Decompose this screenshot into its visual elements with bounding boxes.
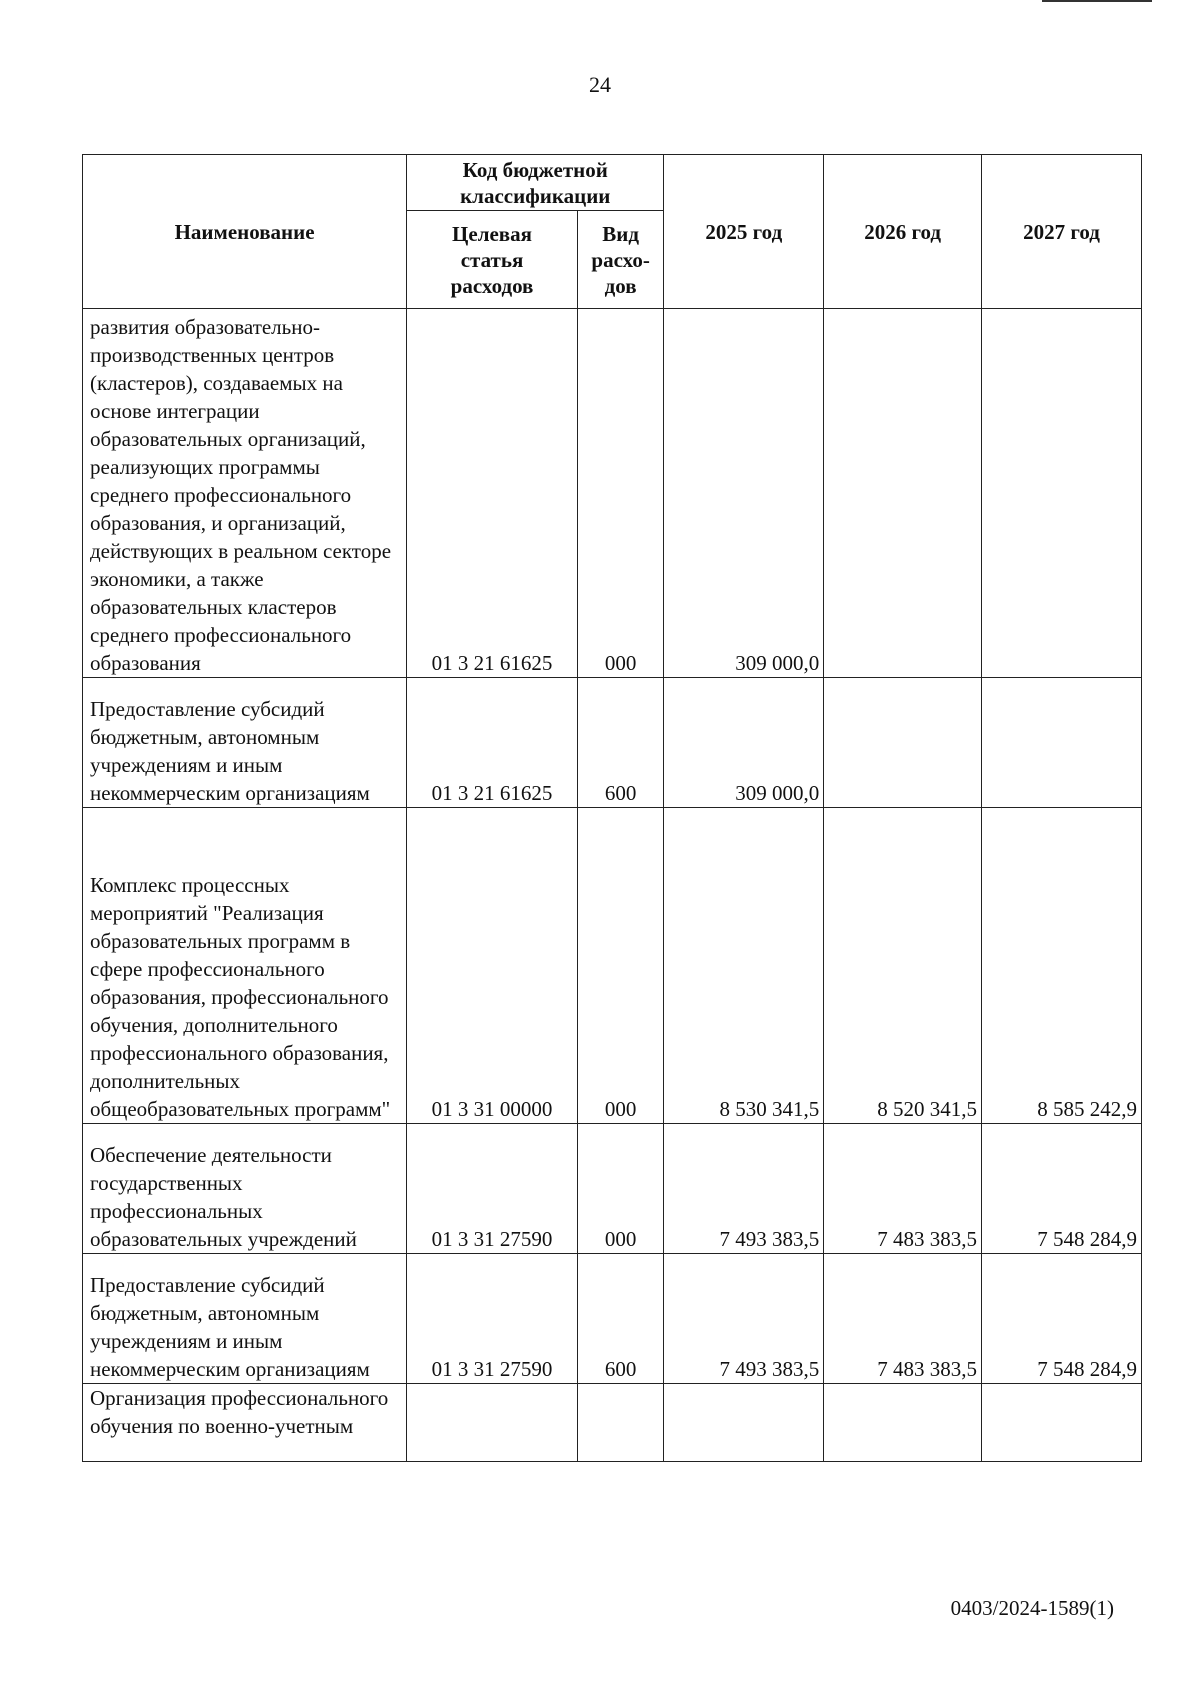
header-year-2027: 2027 год [982,155,1142,309]
row-name: развития образовательно-производственных центров (кластеров), создаваемых на основе интеграции образовательных организаций, реализующих программы среднего профессионального образования, и организаций, действующих в реальном секторе экономики, а также образовательных кластеров среднего профессионального образования [83,309,407,678]
row-expense-type: 000 [577,808,663,1124]
document-number: 0403/2024-1589(1) [950,1596,1114,1620]
row-value-2026 [824,309,982,678]
row-expense-type: 000 [577,309,663,678]
row-value-2027 [982,1384,1142,1462]
row-target-article: 01 3 31 27590 [407,1124,578,1254]
header-target-article: Целевая статья расходов [407,211,578,309]
row-value-2027 [982,678,1142,808]
row-value-2026: 7 483 383,5 [824,1254,982,1384]
budget-table [82,154,1142,1462]
row-target-article: 01 3 31 27590 [407,1254,578,1384]
row-value-2026 [824,1384,982,1462]
row-expense-type [577,1384,663,1462]
table-row [83,678,1142,808]
row-expense-type: 600 [577,678,663,808]
table-body [83,309,1142,1462]
row-expense-type: 600 [577,1254,663,1384]
table-row [83,309,1142,678]
header-expense-type: Вид расхо-дов [577,211,663,309]
header-name: Наименование [83,155,407,309]
row-target-article: 01 3 21 61625 [407,309,578,678]
row-name: Обеспечение деятельности государственных профессиональных образовательных учреждений [83,1124,407,1254]
row-target-article: 01 3 21 61625 [407,678,578,808]
row-name: Предоставление субсидий бюджетным, автономным учреждениям и иным некоммерческим организациям [83,678,407,808]
row-value-2027: 8 585 242,9 [982,808,1142,1124]
row-name: Организация профессионального обучения по военно-учетным [83,1384,407,1462]
row-value-2026 [824,678,982,808]
row-value-2027: 7 548 284,9 [982,1124,1142,1254]
row-value-2025 [664,1384,824,1462]
row-value-2025: 309 000,0 [664,678,824,808]
page-number: 24 [589,72,611,97]
header-year-2026: 2026 год [824,155,982,309]
table-row [83,808,1142,1124]
row-value-2025: 7 493 383,5 [664,1254,824,1384]
row-value-2025: 309 000,0 [664,309,824,678]
header-code-group: Код бюджетной классификации [407,155,664,211]
row-value-2026: 7 483 383,5 [824,1124,982,1254]
row-expense-type: 000 [577,1124,663,1254]
scan-edge-mark [1042,0,1152,2]
row-value-2027 [982,309,1142,678]
table-row [83,1254,1142,1384]
table-header [83,155,1142,309]
row-value-2027: 7 548 284,9 [982,1254,1142,1384]
row-value-2026: 8 520 341,5 [824,808,982,1124]
row-target-article [407,1384,578,1462]
row-value-2025: 8 530 341,5 [664,808,824,1124]
header-year-2025: 2025 год [664,155,824,309]
row-target-article: 01 3 31 00000 [407,808,578,1124]
row-name: Комплекс процессных мероприятий "Реализация образовательных программ в сфере профессионального образования, профессионального обучения, дополнительного профессионального образования, дополнительных общеобразовательных программ" [83,808,407,1124]
row-value-2025: 7 493 383,5 [664,1124,824,1254]
table-row [83,1124,1142,1254]
table-row [83,1384,1142,1462]
row-name: Предоставление субсидий бюджетным, автономным учреждениям и иным некоммерческим организациям [83,1254,407,1384]
